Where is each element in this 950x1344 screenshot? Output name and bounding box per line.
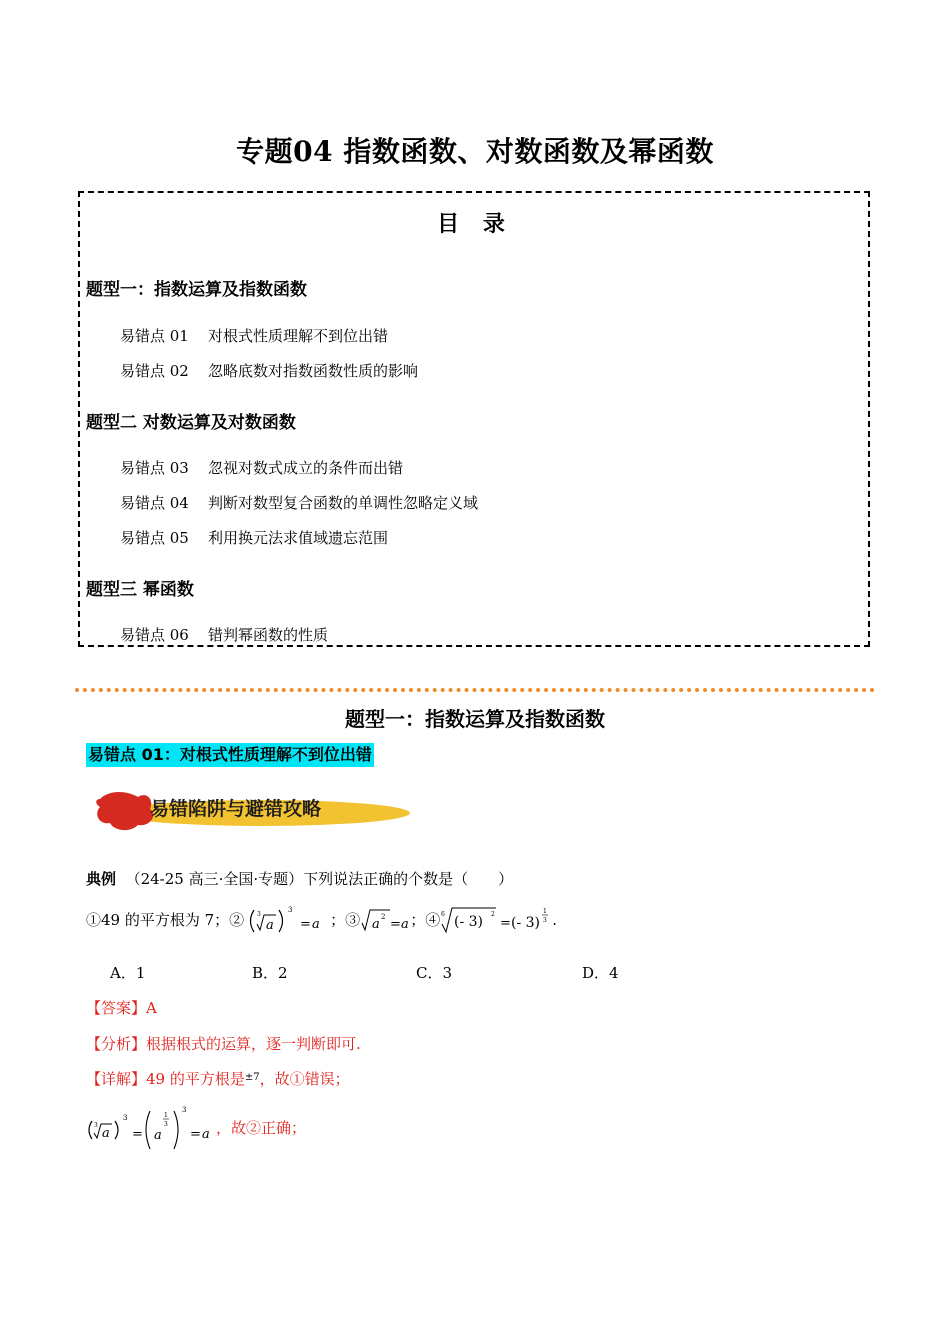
toc-item-code: 易错点 02 — [120, 362, 189, 380]
toc-item[interactable] — [120, 360, 418, 381]
formula-sixth-root — [440, 904, 552, 938]
option-b[interactable]: B．2 — [252, 964, 288, 982]
banner-text: 易错陷阱与避错攻略 — [150, 798, 322, 820]
stmt-sep-3: ；④ — [410, 911, 441, 929]
analysis-text: 根据根式的运算，逐一判断即可. — [146, 1035, 361, 1053]
toc-item-text: 错判幂函数的性质 — [208, 626, 329, 644]
detail-text-1b: ，故①错误； — [259, 1070, 350, 1088]
toc-item[interactable] — [120, 325, 388, 346]
detail-line-2 — [86, 1102, 306, 1154]
section-title: 题型一：指数运算及指数函数 — [345, 707, 605, 731]
option-c[interactable]: C．3 — [416, 964, 453, 982]
svg-text:a: a — [202, 1127, 210, 1142]
toc-item[interactable] — [120, 624, 328, 645]
svg-text:3: 3 — [164, 1121, 168, 1128]
svg-text:6: 6 — [441, 911, 446, 918]
toc-heading: 目 录 — [437, 212, 513, 237]
svg-text:3: 3 — [257, 911, 261, 918]
toc-item-code: 易错点 03 — [120, 459, 189, 477]
detail-text-1a: 49 的平方根是 — [146, 1070, 245, 1088]
answer-tag: 【答案】 — [86, 999, 147, 1017]
svg-text:a: a — [266, 918, 274, 933]
svg-text:a: a — [154, 1128, 162, 1143]
example-source: （24-25 高三·全国·专题）下列说法正确的个数是（ ） — [125, 870, 514, 888]
svg-text:3: 3 — [182, 1106, 187, 1114]
svg-text:2: 2 — [491, 911, 496, 918]
toc-item-text: 忽略底数对指数函数性质的影响 — [208, 362, 419, 380]
formula-plus-minus-seven: ±7 — [244, 1072, 260, 1083]
toc-item-text: 判断对数型复合函数的单调性忽略定义域 — [208, 494, 479, 512]
toc-item-text: 忽视对数式成立的条件而出错 — [208, 459, 404, 477]
answer-line — [86, 997, 157, 1018]
point-heading: 易错点 01：对根式性质理解不到位出错 — [86, 743, 374, 767]
example-line — [86, 868, 513, 889]
svg-text:(- 3): (- 3) — [454, 914, 484, 930]
svg-text:3: 3 — [543, 917, 548, 924]
statement-line — [86, 900, 557, 940]
section-divider — [75, 688, 875, 692]
toc-item-code: 易错点 06 — [120, 626, 189, 644]
option-d[interactable]: D．4 — [582, 964, 619, 982]
svg-text:3: 3 — [288, 906, 293, 914]
svg-text:3: 3 — [123, 1114, 128, 1122]
svg-text:2: 2 — [381, 913, 386, 921]
detail-text-2: ，故②正确； — [216, 1119, 307, 1137]
svg-text:=: = — [132, 1127, 143, 1142]
formula-sqrt-a-squared — [360, 904, 410, 938]
document-title: 专题04 指数函数、对数函数及幂函数 — [236, 135, 714, 168]
toc-section-1[interactable]: 题型一：指数运算及指数函数 — [86, 280, 307, 300]
svg-text:a: a — [312, 917, 320, 932]
analysis-tag: 【分析】 — [86, 1035, 147, 1053]
svg-text:=: = — [190, 1127, 201, 1142]
toc-section-3[interactable]: 题型三 幂函数 — [86, 580, 194, 600]
svg-text:=: = — [390, 917, 402, 932]
toc-item-code: 易错点 01 — [120, 327, 189, 345]
toc-item-text: 对根式性质理解不到位出错 — [208, 327, 389, 345]
example-label: 典例 — [86, 870, 117, 888]
detail-line-1 — [86, 1068, 350, 1089]
formula-power-identity — [86, 1103, 216, 1155]
svg-text:1: 1 — [164, 1112, 168, 1119]
toc-section-2[interactable]: 题型二 对数运算及对数函数 — [86, 413, 296, 433]
toc-item[interactable] — [120, 457, 403, 478]
detail-tag: 【详解】 — [86, 1070, 147, 1088]
svg-text:=: = — [300, 917, 312, 932]
stmt-sep-2: ；③ — [330, 911, 361, 929]
analysis-line — [86, 1033, 361, 1054]
svg-text:a: a — [401, 917, 409, 932]
svg-text:a: a — [102, 1126, 110, 1141]
svg-text:(- 3): (- 3) — [511, 915, 541, 931]
formula-cube-root-cubed — [244, 904, 330, 938]
svg-text:1: 1 — [543, 908, 548, 915]
option-a[interactable]: A．1 — [110, 964, 146, 982]
toc-item[interactable] — [120, 527, 388, 548]
svg-text:a: a — [372, 917, 380, 932]
toc-item-code: 易错点 05 — [120, 529, 189, 547]
toc-item[interactable] — [120, 492, 478, 513]
toc-item-code: 易错点 04 — [120, 494, 189, 512]
stmt-end: . — [552, 911, 557, 929]
svg-text:=: = — [500, 916, 512, 931]
svg-text:3: 3 — [94, 1122, 98, 1129]
toc-item-text: 利用换元法求值域遗忘范围 — [208, 529, 389, 547]
statement-1: ①49 的平方根为 7；② — [86, 911, 245, 929]
answer-value: A — [146, 999, 157, 1017]
